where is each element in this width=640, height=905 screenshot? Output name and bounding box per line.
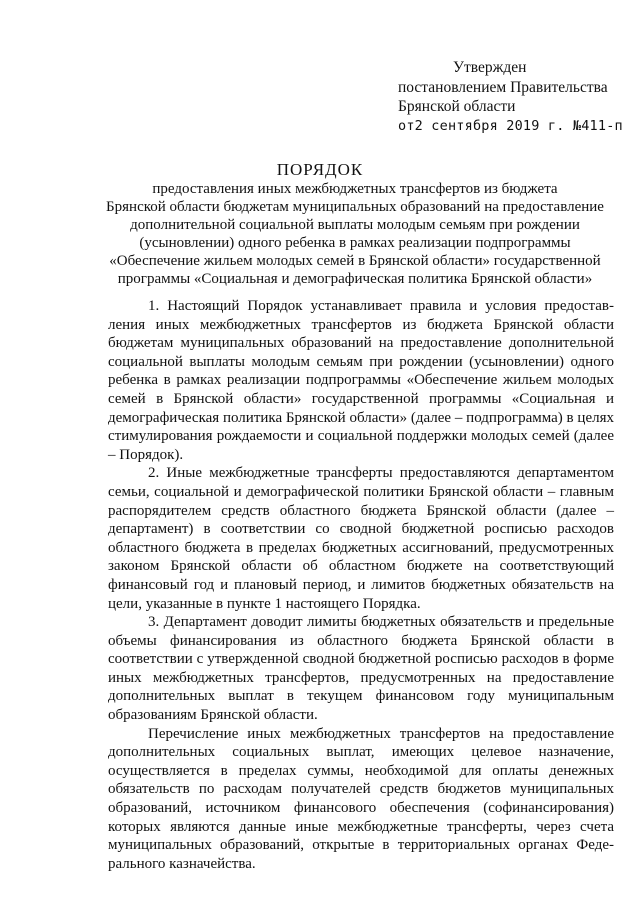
subtitle-line: программы «Социальная и демографическая политика Брянской области» — [117, 271, 593, 287]
approval-date-number: от2 сентября 2019 г. №411-п — [398, 117, 623, 134]
paragraph-4: Перечисление иных межбюджетных трансфертов на предоставление дополнительных социальных выплат, имеющих целевое назначение, осуществляется в пределах суммы, необходимой для оплаты денежных обязательств по расходам получателей средств бюджетов муниципальных образований, источником финансового обеспечения (софинансирования) которых являются данные иные межбюджетные трансферты, через счета муниципальных образований, открытые в территориальных органах Федерального казначейства. — [108, 725, 614, 872]
approval-line-region: Брянской области — [398, 98, 516, 115]
document-title: ПОРЯДОК — [276, 160, 364, 179]
approval-stamp — [398, 58, 634, 136]
document-body — [108, 297, 614, 873]
document-subtitle — [90, 180, 620, 288]
paragraph-1: 1. Настоящий Порядок устанавливает правила и условия предоставления иных межбюджетных трансфертов из бюджета Брянской области бюджетам муниципальных образований на предоставление дополнительной социальной выплаты молодым семьям при рождении (усыновлении) одного ребенка в рамках реализации подпрограммы «Обеспечение жильем молодых семей в Брянской области» государственной программы «Социальная и демографическая политика Брянской области» (далее – подпрограмма) в целях стимулирования рождаемости и социальной поддержки молодых семей (далее – Порядок). — [108, 298, 614, 463]
approval-line-resolution: постановлением Правительства — [398, 78, 608, 96]
paragraph-3: 3. Департамент доводит лимиты бюджетных обязательств и предельные объемы финансирования из областного бюджета Брянской области в соответствии с утвержденной сводной бюджетной росписью расходов в форме иных межбюджетных трансфертов, предусмотренных на предоставление дополнительных выплат в текущем финансовом году муниципальным образованиям Брянской области. — [108, 614, 614, 724]
approval-line-approved: Утвержден — [453, 59, 527, 76]
subtitle-line: Брянской области бюджетам муниципальных образований на предоставление — [106, 199, 604, 215]
subtitle-line: (усыновлении) одного ребенка в рамках реализации подпрограммы — [139, 235, 571, 251]
subtitle-line: дополнительной социальной выплаты молодым семьям при рождении — [130, 217, 580, 233]
paragraph-2: 2. Иные межбюджетные трансферты предоставляются департаментом семьи, социальной и демографической политики Брянской области – главным распорядителем средств областного бюджета Брянской области (далее – департамент) в соответствии со сводной бюджетной росписью расходов областного бюджета в пределах бюджетных ассигнований, предусмотренных законом Брянской области об областном бюджете на соответствующий финансовый год и плановый период, и лимитов бюджетных обязательств на цели, указанные в пункте 1 настоящего Порядка. — [108, 465, 614, 612]
subtitle-line: предоставления иных межбюджетных трансфертов из бюджета — [152, 181, 558, 197]
subtitle-line: «Обеспечение жильем молодых семей в Брянской области» государственной — [109, 253, 601, 269]
